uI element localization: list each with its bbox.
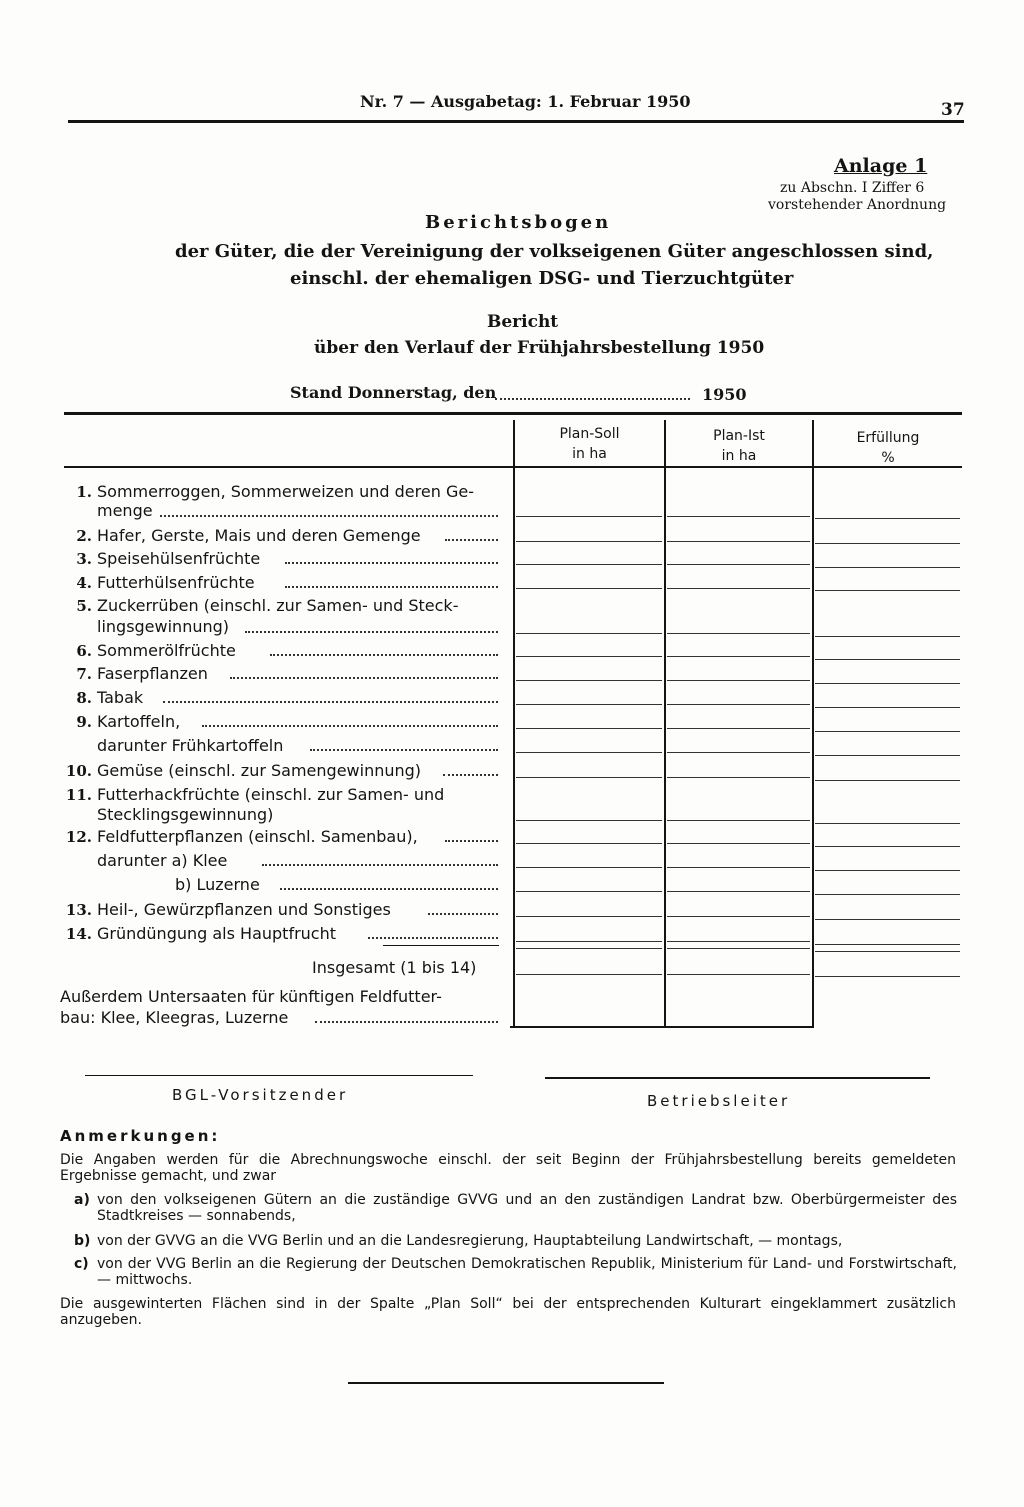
row-label: Gemüse (einschl. zur Samengewinnung) [97,761,422,780]
note-text: von den volkseigenen Gütern an die zuständige GVVG und an den zuständigen Landrat bzw. Oberbürgermeister des Stadtkreises — sonnabends, [97,1192,957,1224]
leader-dots [230,667,498,679]
cell-line[interactable] [516,820,662,821]
leader-dots [163,691,498,703]
cell-line[interactable] [667,588,810,589]
stand-year: 1950 [702,385,747,404]
cell-line[interactable] [815,846,960,847]
row-label-cont: b) Luzerne [175,875,260,894]
cell-line[interactable] [667,916,810,917]
cell-line[interactable] [815,659,960,660]
cell-line[interactable] [516,680,662,681]
leader-dots [445,529,498,541]
row-label: Futterhülsenfrüchte [97,573,255,592]
col-header-erfuellung-line2: % [881,450,895,466]
cell-line[interactable] [815,894,960,895]
closing-rule [348,1382,664,1384]
sum-rule [383,945,499,946]
row-label-cont: Stecklingsgewinnung) [97,805,274,824]
col-header-plan-soll-line2: in ha [572,446,607,462]
cell-line[interactable] [667,541,810,542]
table-divider-3 [812,420,814,1028]
cell-line[interactable] [516,752,662,753]
col-header-erfuellung [814,428,962,468]
cell-line[interactable] [516,916,662,917]
extra-label-cont: bau: Klee, Kleegras, Luzerne [60,1008,289,1027]
note-label: b) [74,1233,91,1249]
cell-line[interactable] [667,777,810,778]
cell-line[interactable] [516,843,662,844]
cell-line[interactable] [516,777,662,778]
cell-line[interactable] [516,948,662,949]
cell-line[interactable] [815,951,960,952]
cell-line[interactable] [667,941,810,942]
cell-line[interactable] [667,820,810,821]
col-header-plan-soll [515,424,664,464]
cell-line[interactable] [667,867,810,868]
row-number: 7. [76,665,92,683]
row-number: 10. [65,762,92,780]
leader-dots [285,552,498,564]
annex-ref-line2: vorstehender Anordnung [768,197,947,213]
row-number: 6. [76,642,92,660]
leader-dots [368,927,498,939]
cell-line[interactable] [815,590,960,591]
cell-line[interactable] [667,728,810,729]
leader-dots [428,903,498,915]
leader-dots [310,739,498,751]
table-divider-1 [513,420,515,1028]
note-text: von der GVVG an die VVG Berlin und an die Landesregierung, Hauptabteilung Landwirtschaft, — montags, [97,1233,843,1249]
cell-line[interactable] [516,516,662,517]
row-number: 2. [76,527,92,545]
issue-header: Nr. 7 — Ausgabetag: 1. Februar 1950 [360,92,691,111]
row-label-cont: darunter Frühkartoffeln [97,736,284,755]
signature-label-left: BGL-Vorsitzender [172,1086,349,1104]
cell-line[interactable] [815,919,960,920]
leader-dots [315,1011,498,1023]
row-label-cont: darunter a) Klee [97,851,228,870]
cell-line[interactable] [516,867,662,868]
col-header-plan-ist [666,426,812,466]
cell-line[interactable] [667,974,810,975]
cell-line[interactable] [815,543,960,544]
row-number: 12. [65,828,92,846]
header-rule [68,120,964,123]
row-number: 8. [76,689,92,707]
page-number: 37 [941,100,965,120]
cell-line[interactable] [516,891,662,892]
row-label: Sommerroggen, Sommerweizen und deren Ge- [97,482,474,501]
extra-label: Außerdem Untersaaten für künftigen Feldfutter- [60,987,442,1006]
annex-title: Anlage 1 [834,155,928,177]
leader-dots [445,830,498,842]
cell-line[interactable] [815,567,960,568]
form-subtitle-line2: einschl. der ehemaligen DSG- und Tierzuchtgüter [290,268,794,289]
table-top-rule [64,412,962,415]
leader-dots [245,621,498,633]
cell-line[interactable] [815,636,960,637]
col-header-plan-ist-line1: Plan-Ist [713,428,765,444]
cell-line[interactable] [516,656,662,657]
cell-line[interactable] [667,891,810,892]
cell-line[interactable] [516,541,662,542]
row-label: Gründüngung als Hauptfrucht [97,924,337,943]
cell-line[interactable] [667,656,810,657]
row-label-cont: lingsgewinnung) [97,617,230,636]
cell-line[interactable] [516,564,662,565]
leader-dots [270,644,498,656]
form-title: Berichtsbogen [425,212,612,233]
annex-ref-line1: zu Abschn. I Ziffer 6 [780,180,925,196]
row-number: 4. [76,574,92,592]
cell-line[interactable] [516,633,662,634]
cell-line[interactable] [667,680,810,681]
signature-line-left[interactable] [85,1075,473,1076]
col-header-plan-soll-line1: Plan-Soll [559,426,620,442]
total-label: Insgesamt (1 bis 14) [312,958,477,977]
notes-intro: Die Angaben werden für die Abrechnungswoche einschl. der seit Beginn der Frühjahrsbestellung bereits gemeldeten Ergebnisse gemacht, und zwar [60,1152,956,1184]
leader-dots [285,576,498,588]
cell-line[interactable] [815,976,960,977]
col-header-plan-ist-line2: in ha [721,448,757,464]
cell-line[interactable] [815,683,960,684]
cell-line[interactable] [815,780,960,781]
stand-date-field[interactable] [495,386,690,400]
cell-line[interactable] [667,704,810,705]
cell-line[interactable] [667,948,810,949]
table-bottom-rule [510,1026,814,1028]
notes-outro: Die ausgewinterten Flächen sind in der Spalte „Plan Soll“ bei der entsprechenden Kulturart eingeklammert zusätzlich anzugeben. [60,1296,956,1328]
cell-line[interactable] [815,944,960,945]
cell-line[interactable] [667,843,810,844]
report-subheading: über den Verlauf der Frühjahrsbestellung 1950 [314,338,765,358]
stand-label: Stand Donnerstag, den [290,383,497,402]
cell-line[interactable] [815,823,960,824]
cell-line[interactable] [815,870,960,871]
cell-line[interactable] [667,564,810,565]
cell-line[interactable] [815,707,960,708]
row-label: Speisehülsenfrüchte [97,549,261,568]
row-label-cont: menge [97,501,153,520]
row-label: Zuckerrüben (einschl. zur Samen- und Steck- [97,596,459,615]
leader-dots [280,878,498,890]
cell-line[interactable] [516,941,662,942]
cell-line[interactable] [516,974,662,975]
row-number: 1. [76,483,92,501]
row-label: Hafer, Gerste, Mais und deren Gemenge [97,526,421,545]
leader-dots [202,715,498,727]
row-number: 14. [65,925,92,943]
cell-line[interactable] [815,518,960,519]
cell-line[interactable] [815,755,960,756]
cell-line[interactable] [667,752,810,753]
row-number: 9. [76,713,92,731]
notes-title: Anmerkungen: [60,1127,221,1145]
note-label: a) [74,1192,90,1208]
leader-dots [262,854,498,866]
row-label: Kartoffeln, [97,712,181,731]
row-number: 3. [76,550,92,568]
col-header-erfuellung-line1: Erfüllung [856,430,920,446]
row-label: Faserpflanzen [97,664,208,683]
cell-line[interactable] [815,731,960,732]
note-label: c) [74,1256,89,1272]
cell-line[interactable] [667,516,810,517]
cell-line[interactable] [516,704,662,705]
leader-dots [443,764,498,776]
signature-line-right[interactable] [545,1077,930,1079]
cell-line[interactable] [516,728,662,729]
row-number: 11. [65,786,92,804]
row-number: 13. [65,901,92,919]
form-subtitle-line1: der Güter, die der Vereinigung der volkseigenen Güter angeschlossen sind, [175,241,934,262]
cell-line[interactable] [516,588,662,589]
table-divider-2 [664,420,666,1028]
report-heading: Bericht [487,312,559,332]
row-number: 5. [76,597,92,615]
row-label: Feldfutterpflanzen (einschl. Samenbau), [97,827,418,846]
row-label: Futterhackfrüchte (einschl. zur Samen- und [97,785,445,804]
row-label: Sommerölfrüchte [97,641,236,660]
leader-dots [160,505,498,517]
signature-label-right: Betriebsleiter [647,1092,791,1110]
cell-line[interactable] [667,633,810,634]
row-label: Tabak [97,688,144,707]
row-label: Heil-, Gewürzpflanzen und Sonstiges [97,900,391,919]
note-text: von der VVG Berlin an die Regierung der Deutschen Demokratischen Republik, Ministerium für Land- und Forstwirtschaft, — mittwochs. [97,1256,957,1288]
